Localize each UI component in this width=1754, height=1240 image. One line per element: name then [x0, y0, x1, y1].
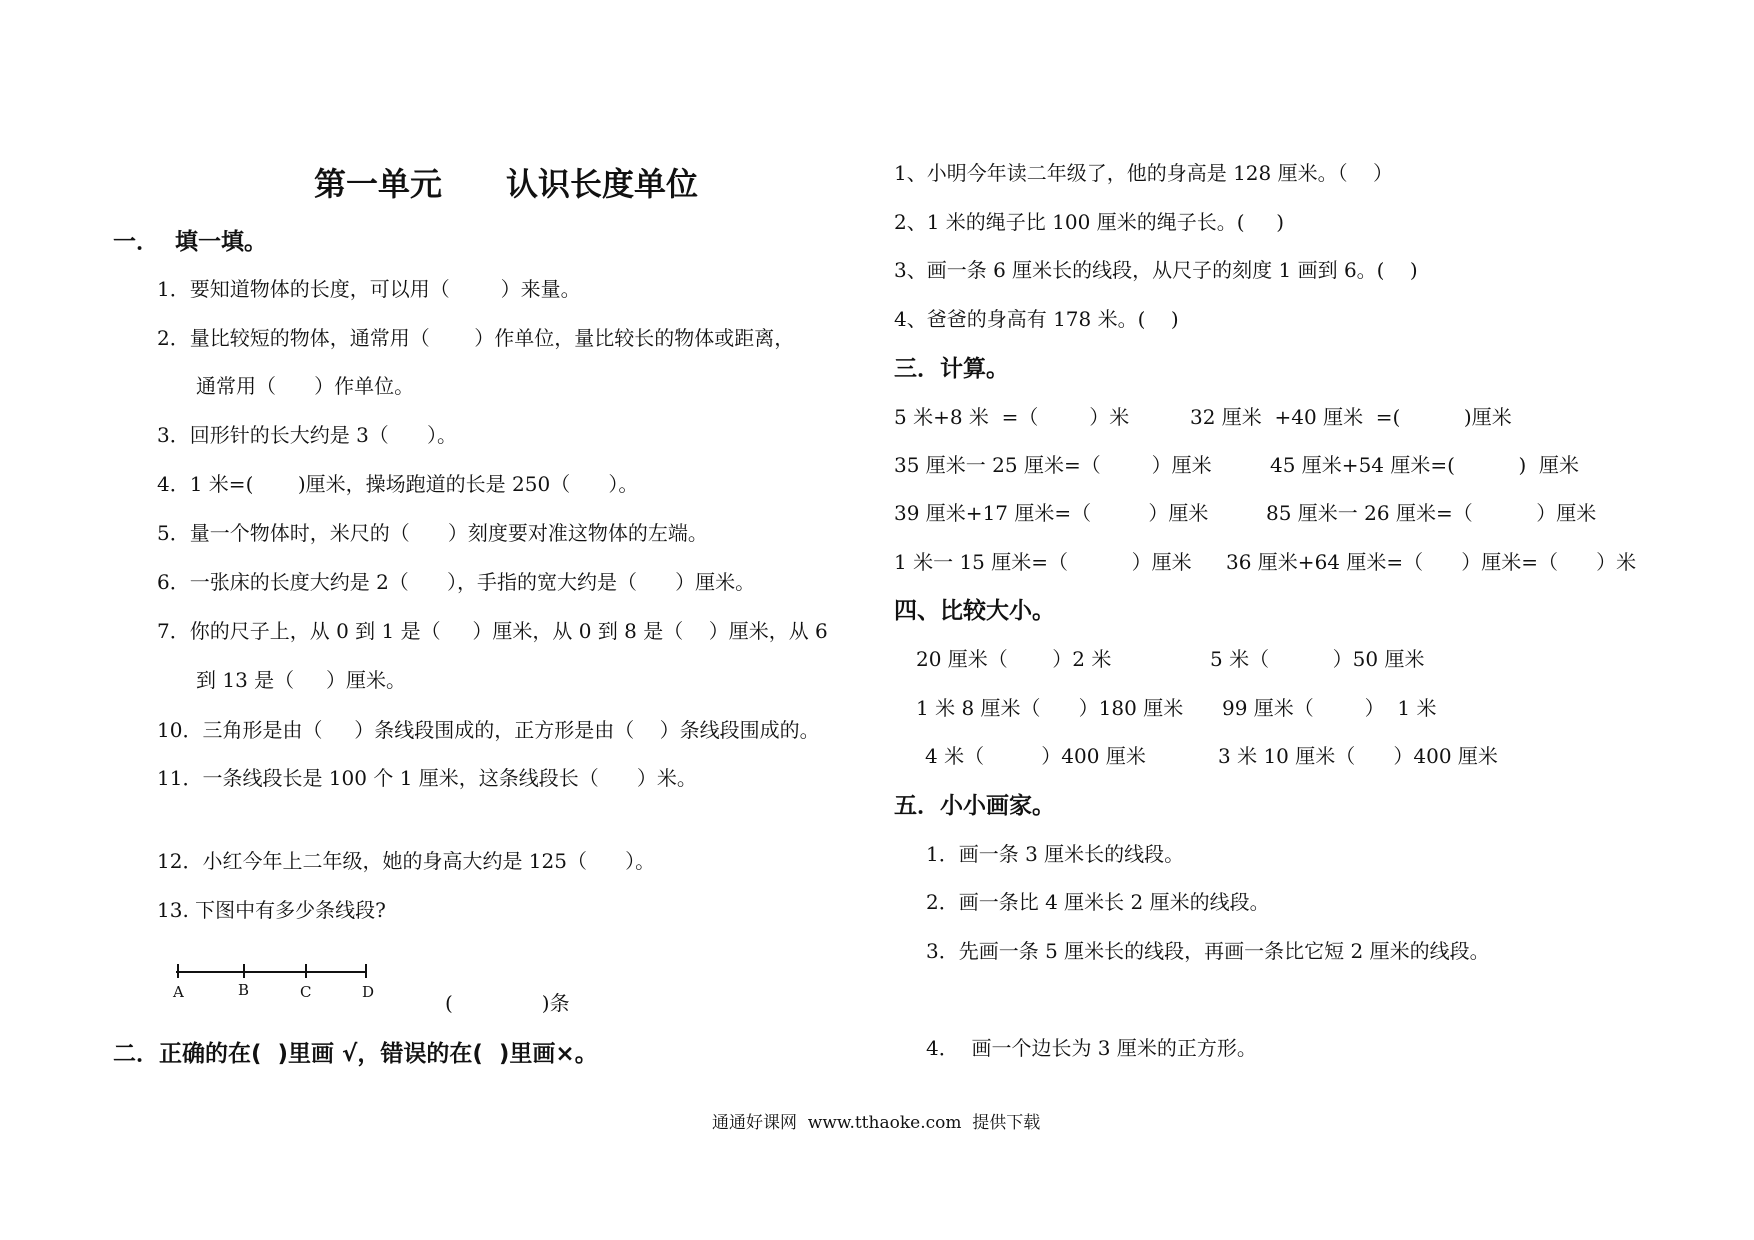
s4-row2-a: 1 米 8 厘米（ ）180 厘米 — [916, 696, 1184, 720]
section-2-heading: 二．正确的在( )里画 √，错误的在( )里画×。 — [113, 1041, 598, 1067]
s1-question-7a: 7．你的尺子上，从 0 到 1 是（ ）厘米，从 0 到 8 是（ ）厘米，从 6 — [157, 619, 828, 643]
s1-question-5: 5．量一个物体时，米尺的（ ）刻度要对准这物体的左端。 — [157, 521, 708, 545]
segment-figure — [170, 958, 370, 998]
s1-question-12: 12．小红今年上二年级，她的身高大约是 125（ ）。 — [157, 849, 656, 873]
page-title: 第一单元 认识长度单位 — [314, 165, 699, 203]
point-label-c: C — [300, 983, 312, 1001]
s1-question-2b: 通常用（ ）作单位。 — [196, 374, 415, 398]
s2-question-3: 3、画一条 6 厘米长的线段，从尺子的刻度 1 画到 6。( ) — [894, 258, 1418, 282]
s3-row2-b: 45 厘米+54 厘米=( ) 厘米 — [1270, 453, 1580, 477]
section-3-heading: 三．计算。 — [894, 356, 1009, 382]
s2-question-2: 2、1 米的绳子比 100 厘米的绳子长。( ) — [894, 210, 1285, 234]
s5-question-4: 4． 画一个边长为 3 厘米的正方形。 — [926, 1036, 1257, 1060]
s1-question-2a: 2．量比较短的物体，通常用（ ）作单位，量比较长的物体或距离， — [157, 326, 795, 350]
s1-question-6: 6．一张床的长度大约是 2（ ），手指的宽大约是（ ）厘米。 — [157, 570, 756, 594]
s1-question-1: 1．要知道物体的长度，可以用（ ）来量。 — [157, 277, 581, 301]
s5-question-2: 2．画一条比 4 厘米长 2 厘米的线段。 — [926, 890, 1270, 914]
s4-row3-a: 4 米（ ）400 厘米 — [925, 744, 1146, 768]
footer-credit: 通通好课网 www.tthaoke.com 提供下载 — [712, 1113, 1041, 1133]
s4-row2-b: 99 厘米（ ） 1 米 — [1222, 696, 1437, 720]
point-label-a: A — [173, 983, 184, 1001]
s3-row1-b: 32 厘米 +40 厘米 =( )厘米 — [1190, 405, 1512, 429]
s2-question-4: 4、爸爸的身高有 178 米。( ) — [894, 307, 1179, 331]
point-label-b: B — [238, 981, 250, 999]
s1-question-3: 3．回形针的长大约是 3（ ）。 — [157, 423, 457, 447]
s3-row2-a: 35 厘米一 25 厘米=（ ）厘米 — [894, 453, 1212, 477]
s1-question-4: 4．1 米=( )厘米，操场跑道的长是 250（ ）。 — [157, 472, 639, 496]
s3-row4-a: 1 米一 15 厘米=（ ）厘米 — [894, 550, 1192, 574]
s3-row4-b: 36 厘米+64 厘米=（ ）厘米=（ ）米 — [1226, 550, 1637, 574]
s1-q13-answer: ( )条 — [445, 991, 570, 1015]
section-1-heading: 一． 填一填。 — [113, 229, 268, 255]
s2-question-1: 1、小明今年读二年级了，他的身高是 128 厘米。（ ） — [894, 161, 1394, 185]
s4-row3-b: 3 米 10 厘米（ ）400 厘米 — [1218, 744, 1498, 768]
s1-question-10: 10．三角形是由（ ）条线段围成的，正方形是由（ ）条线段围成的。 — [157, 718, 820, 742]
s1-question-13: 13. 下图中有多少条线段? — [157, 898, 386, 922]
s4-row1-a: 20 厘米（ ）2 米 — [916, 647, 1112, 671]
point-label-d: D — [362, 983, 375, 1001]
s3-row1-a: 5 米+8 米 =（ ）米 — [894, 405, 1130, 429]
section-4-heading: 四、比较大小。 — [894, 598, 1055, 624]
s5-question-3: 3．先画一条 5 厘米长的线段，再画一条比它短 2 厘米的线段。 — [926, 939, 1490, 963]
s1-question-7b: 到 13 是（ ）厘米。 — [196, 668, 406, 692]
s5-question-1: 1．画一条 3 厘米长的线段。 — [926, 842, 1185, 866]
section-5-heading: 五．小小画家。 — [894, 793, 1055, 819]
s4-row1-b: 5 米（ ）50 厘米 — [1210, 647, 1425, 671]
s1-question-11: 11．一条线段长是 100 个 1 厘米，这条线段长（ ）米。 — [157, 766, 697, 790]
s3-row3-b: 85 厘米一 26 厘米=（ ）厘米 — [1266, 501, 1597, 525]
s3-row3-a: 39 厘米+17 厘米=（ ）厘米 — [894, 501, 1209, 525]
